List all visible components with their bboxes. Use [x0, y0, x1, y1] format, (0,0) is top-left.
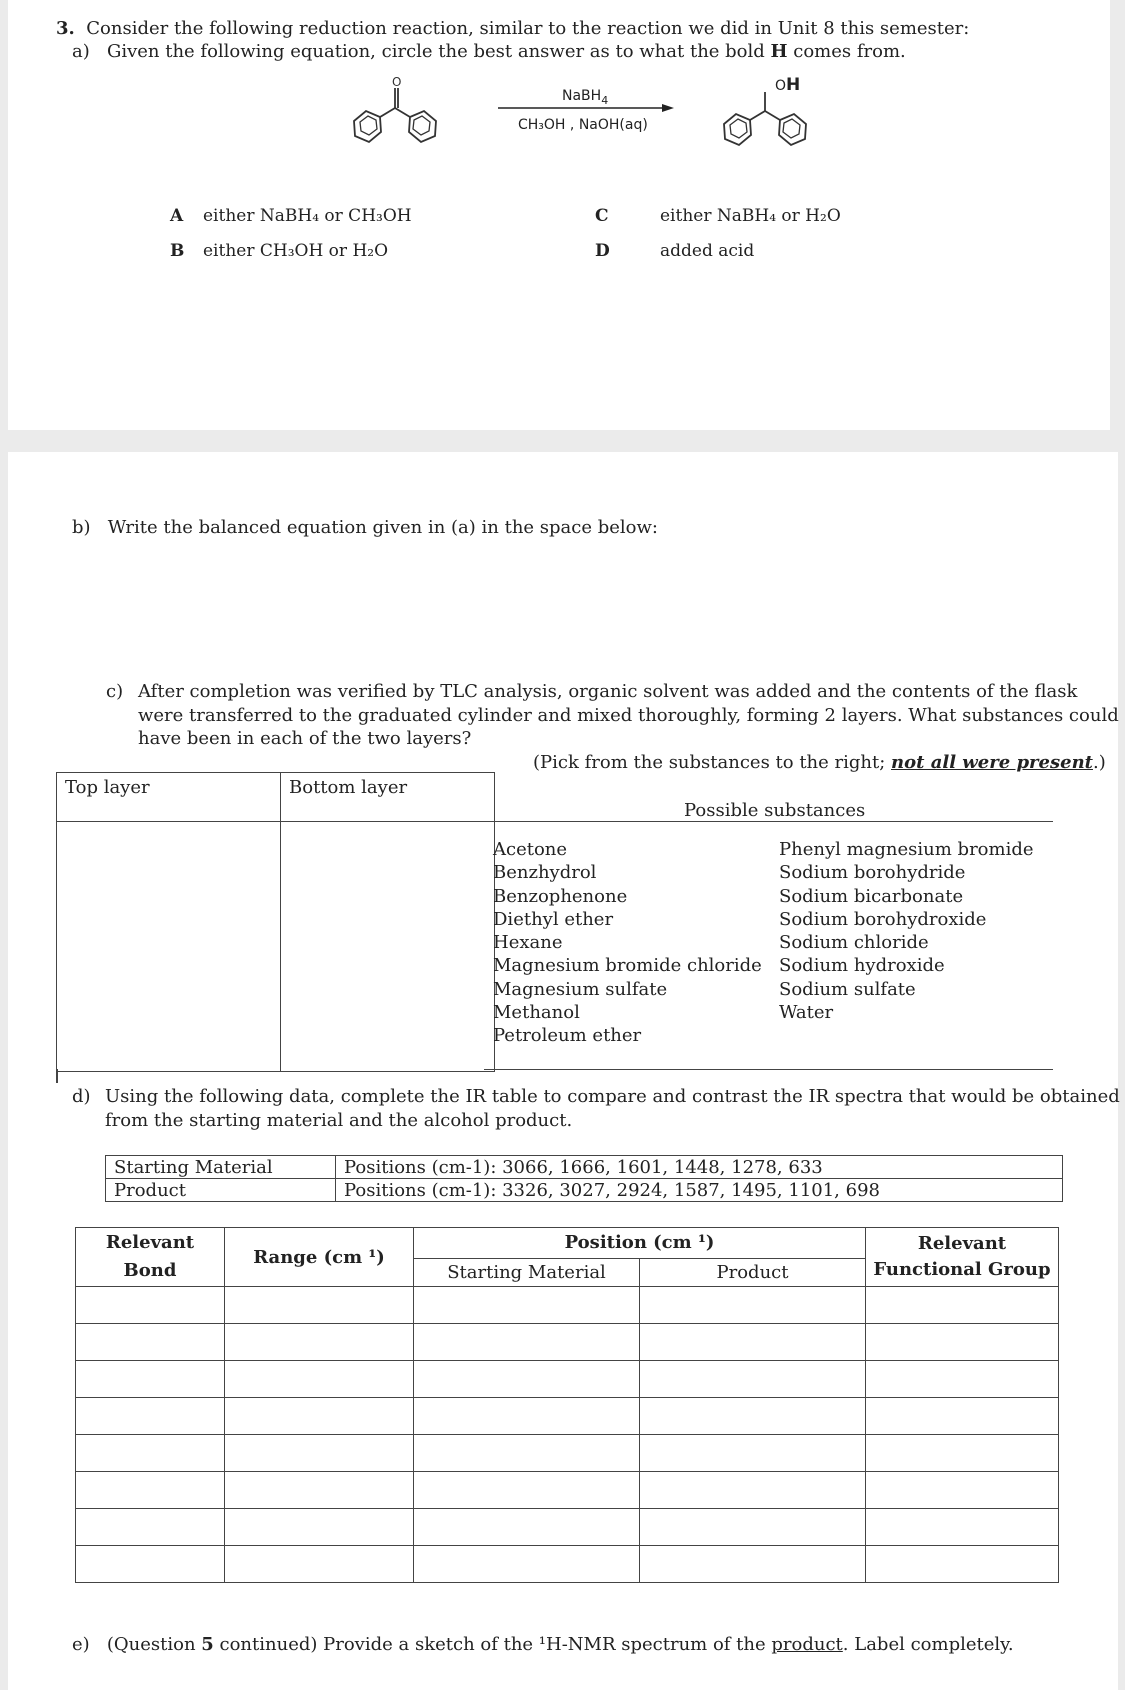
pick-pre: (Pick from the substances to the right; [533, 752, 892, 773]
substance-item: Sodium bicarbonate [779, 885, 964, 907]
product-oh-label: OH [775, 75, 801, 95]
top-layer-answer-cell[interactable] [57, 822, 281, 1072]
substances-right-list [779, 838, 1034, 1024]
question-number: 3. [56, 18, 75, 39]
part-e-bold: 5 [201, 1634, 214, 1655]
ir-cell[interactable] [640, 1398, 866, 1435]
pick-emphasis: not all were present [891, 752, 1093, 773]
substance-item: Diethyl ether [493, 908, 614, 930]
ir-cell[interactable] [414, 1435, 640, 1472]
benzhydrol-structure [724, 92, 806, 145]
ir-cell[interactable] [76, 1546, 225, 1583]
col-relevant-bond [76, 1228, 225, 1287]
substance-item: Petroleum ether [493, 1025, 642, 1047]
part-d-line1: Using the following data, complete the IR table to compare and contrast the IR spectra that would be obtained [105, 1086, 1120, 1107]
part-a-pre: Given the following equation, circle the best answer as to what the bold [106, 41, 771, 62]
arrow-head [662, 104, 674, 112]
substance-item: Sodium hydroxide [779, 955, 945, 977]
ir-cell[interactable] [640, 1472, 866, 1509]
substances-left-list [493, 838, 762, 1048]
col-group-line2: Functional Group [873, 1259, 1051, 1280]
part-a-letter: a) [72, 41, 90, 62]
part-e-letter: e) [72, 1634, 90, 1655]
ir-cell[interactable] [866, 1546, 1059, 1583]
choice-a-letter: A [170, 206, 184, 226]
ir-cell[interactable] [866, 1324, 1059, 1361]
ir-cell[interactable] [414, 1398, 640, 1435]
substance-item: Magnesium sulfate [493, 978, 668, 1000]
ir-cell[interactable] [866, 1287, 1059, 1324]
ir-cell[interactable] [225, 1361, 414, 1398]
ir-answer-table [75, 1227, 1059, 1583]
ir-data-table [105, 1155, 1063, 1202]
ir-cell[interactable] [76, 1287, 225, 1324]
part-e-pre: (Question [106, 1634, 202, 1655]
ir-cell[interactable] [640, 1361, 866, 1398]
part-a-post: comes from. [787, 41, 906, 62]
ir-cell[interactable] [225, 1435, 414, 1472]
pick-post: .) [1092, 752, 1106, 773]
substance-item: Benzophenone [493, 885, 628, 907]
question-intro [56, 19, 969, 40]
col-product: Product [640, 1258, 866, 1286]
part-a-prompt [72, 42, 906, 63]
reaction-scheme [340, 72, 840, 160]
substance-item: Methanol [493, 1002, 580, 1024]
ir-cell[interactable] [866, 1435, 1059, 1472]
ir-cell[interactable] [640, 1509, 866, 1546]
data-label-starting: Starting Material [106, 1156, 336, 1179]
data-positions-product: Positions (cm-1): 3326, 3027, 2924, 1587, 1495, 1101, 698 [336, 1179, 1063, 1202]
table-tick [56, 1069, 58, 1083]
substance-item: Phenyl magnesium bromide [779, 839, 1034, 860]
col-bond-line1: Relevant [105, 1232, 195, 1253]
choice-c-text: either NaBH₄ or H₂O [660, 206, 841, 226]
col-range [225, 1228, 414, 1287]
ir-cell[interactable] [76, 1361, 225, 1398]
ir-cell[interactable] [76, 1398, 225, 1435]
ir-cell[interactable] [76, 1509, 225, 1546]
layers-table [56, 772, 495, 1072]
possible-substances-header: Possible substances [684, 800, 866, 821]
reagent-top: NaBH$_4$ [562, 88, 609, 107]
choice-c-letter: C [595, 206, 609, 226]
part-b-prompt [72, 518, 658, 539]
choice-d-letter: D [595, 241, 610, 261]
col-functional-group [866, 1228, 1059, 1287]
choice-d-text: added acid [660, 241, 755, 261]
ir-cell[interactable] [640, 1435, 866, 1472]
ir-cell[interactable] [414, 1472, 640, 1509]
bottom-layer-header: Bottom layer [281, 773, 495, 822]
data-positions-starting: Positions (cm-1): 3066, 1666, 1601, 1448, 1278, 633 [336, 1156, 1063, 1179]
choice-a-text: either NaBH₄ or CH₃OH [203, 206, 412, 226]
ir-cell[interactable] [225, 1509, 414, 1546]
col-position [414, 1228, 866, 1259]
ir-cell[interactable] [76, 1472, 225, 1509]
substance-item: Benzhydrol [493, 862, 597, 884]
bottom-layer-answer-cell[interactable] [281, 822, 495, 1072]
part-e-post: . Label completely. [842, 1634, 1014, 1655]
ir-cell[interactable] [414, 1361, 640, 1398]
ir-cell[interactable] [866, 1361, 1059, 1398]
part-c-line2: were transferred to the graduated cylinder and mixed thoroughly, forming 2 layers. What substances could [138, 705, 1119, 726]
substance-item: Sodium borohydroxide [779, 908, 987, 930]
part-b-text: Write the balanced equation given in (a) in the space below: [107, 517, 658, 538]
part-d-letter: d) [72, 1086, 91, 1107]
ir-cell[interactable] [640, 1287, 866, 1324]
benzophenone-structure [354, 88, 436, 142]
choice-b-text: either CH₃OH or H₂O [203, 241, 389, 261]
ir-cell[interactable] [414, 1546, 640, 1583]
top-layer-header: Top layer [57, 773, 281, 822]
substance-item: Sodium chloride [779, 932, 929, 954]
choice-b[interactable] [170, 242, 184, 262]
substance-item: Magnesium bromide chloride [493, 955, 762, 977]
part-c-letter: c) [106, 681, 124, 702]
col-bond-line2: Bond [123, 1260, 177, 1281]
ir-cell[interactable] [414, 1324, 640, 1361]
ir-cell[interactable] [866, 1472, 1059, 1509]
data-label-product: Product [106, 1179, 336, 1202]
ir-cell[interactable] [414, 1509, 640, 1546]
substance-item: Sodium borohydride [779, 862, 966, 884]
col-range-label: Range (cm ¹) [253, 1246, 385, 1268]
substance-item: Acetone [493, 839, 568, 860]
col-position-label: Position (cm ¹) [564, 1232, 715, 1254]
part-a-bold-h: H [770, 41, 788, 62]
substances-bottom-line [484, 1069, 1053, 1070]
ir-cell[interactable] [414, 1287, 640, 1324]
substance-item: Water [779, 1002, 834, 1024]
ir-cell[interactable] [640, 1546, 866, 1583]
choice-a[interactable] [170, 207, 183, 227]
choice-b-letter: B [170, 241, 185, 261]
col-group-line1: Relevant [917, 1233, 1007, 1254]
reagent-bottom: CH₃OH , NaOH(aq) [518, 117, 648, 133]
part-b-letter: b) [72, 517, 91, 538]
ir-cell[interactable] [866, 1398, 1059, 1435]
ir-cell[interactable] [866, 1509, 1059, 1546]
ir-cell[interactable] [76, 1324, 225, 1361]
intro-text: Consider the following reduction reaction, similar to the reaction we did in Unit 8 this semester: [86, 18, 970, 39]
substances-divider [484, 821, 1053, 822]
choice-d[interactable] [595, 242, 610, 262]
ir-cell[interactable] [225, 1398, 414, 1435]
choice-c[interactable] [595, 207, 609, 227]
ir-cell[interactable] [225, 1546, 414, 1583]
ir-cell[interactable] [225, 1472, 414, 1509]
part-e-prompt [72, 1635, 1014, 1656]
col-starting-material: Starting Material [414, 1258, 640, 1286]
ir-cell[interactable] [640, 1324, 866, 1361]
part-c-line3: have been in each of the two layers? [138, 728, 472, 749]
substance-item: Sodium sulfate [779, 978, 916, 1000]
part-c-pick-note [533, 753, 1106, 774]
part-e-mid: continued) Provide a sketch of the ¹H-NMR spectrum of the [213, 1634, 772, 1655]
part-e-product: product [771, 1634, 843, 1655]
part-c-line1: After completion was verified by TLC analysis, organic solvent was added and the contents of the flask [138, 681, 1078, 702]
ir-cell[interactable] [225, 1287, 414, 1324]
part-d-line2: from the starting material and the alcohol product. [105, 1110, 573, 1131]
ir-cell[interactable] [225, 1324, 414, 1361]
substance-item: Hexane [493, 932, 563, 954]
carbonyl-o-label: O [392, 75, 402, 89]
ir-cell[interactable] [76, 1435, 225, 1472]
